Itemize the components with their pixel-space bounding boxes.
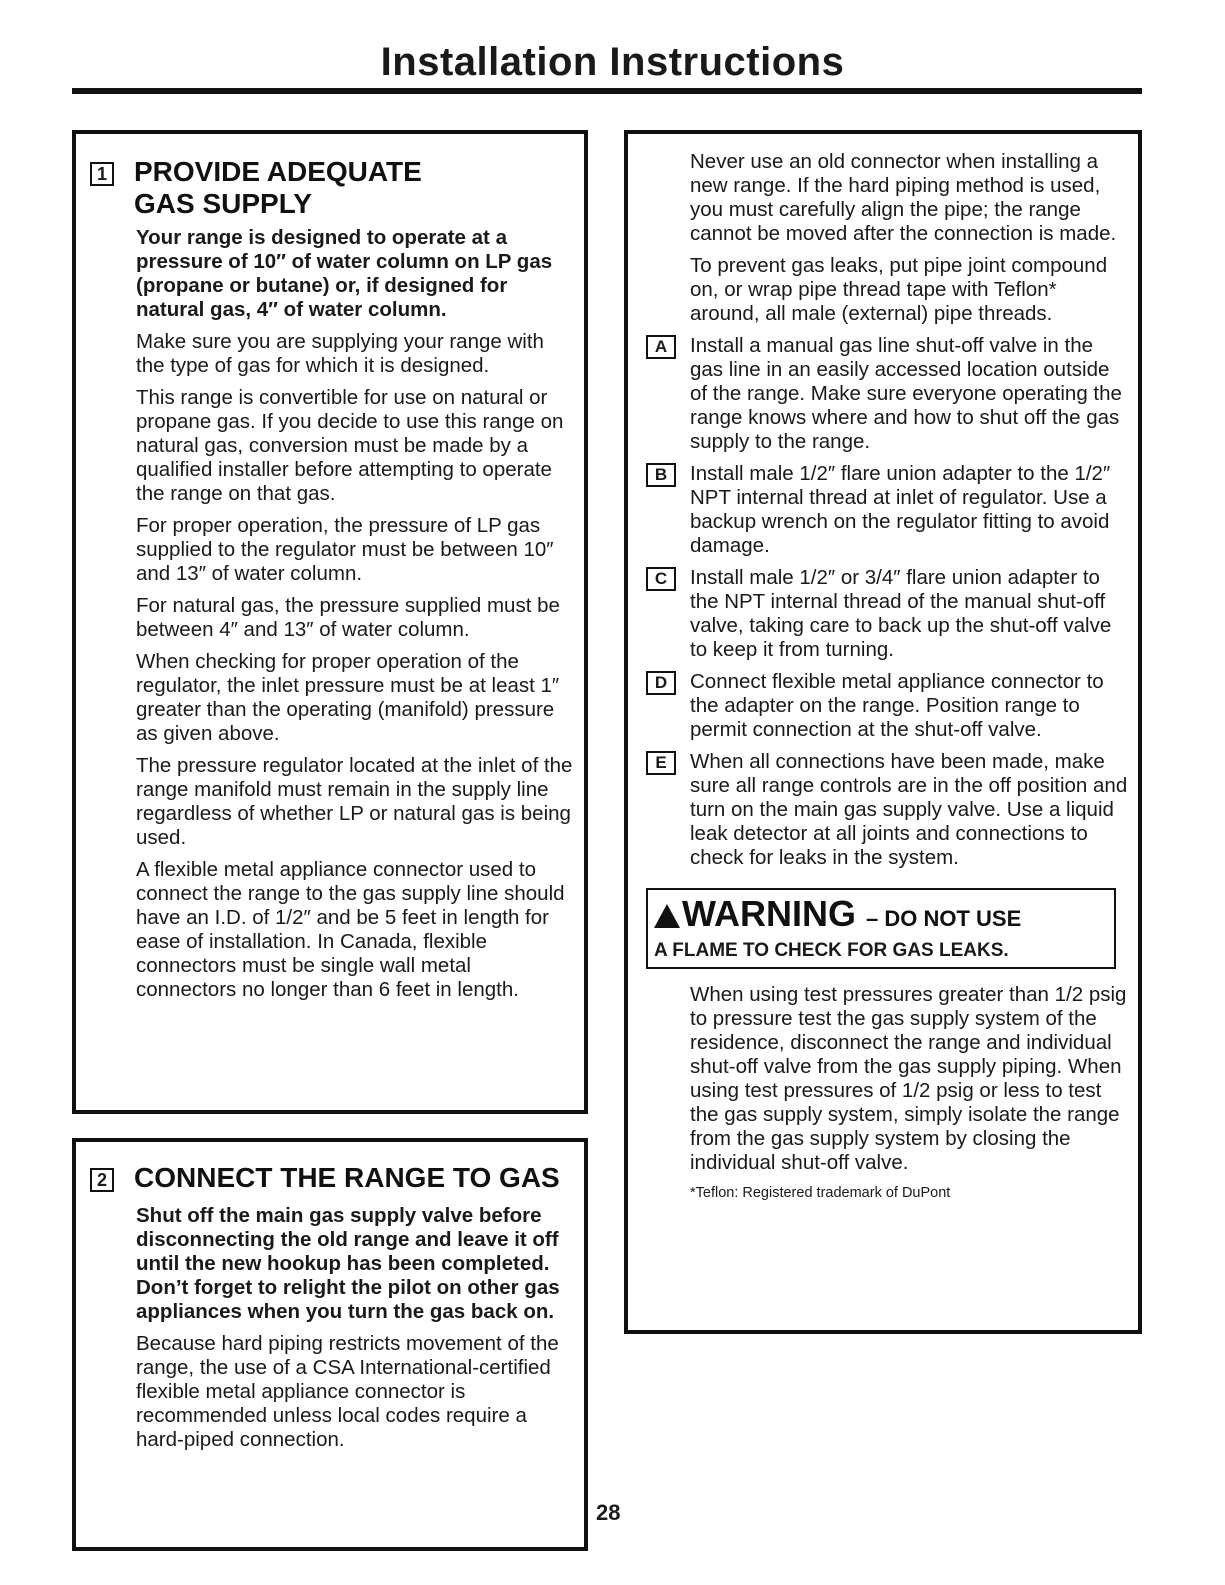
- warning-box: [646, 888, 1116, 969]
- footnote: *Teflon: Registered trademark of DuPont: [690, 1185, 951, 1201]
- section-heading-line2: GAS SUPPLY: [134, 188, 312, 219]
- bold-intro: Shut off the main gas supply valve before disconnecting the old range and leave it off until the new hookup has been completed. Don’t forget to relight the pilot on other gas appliances when you turn the gas back on.: [136, 1204, 560, 1323]
- title-rule: [72, 88, 1142, 94]
- paragraph: For natural gas, the pressure supplied must be between 4″ and 13″ of water column.: [136, 594, 560, 641]
- step-c: [654, 566, 1130, 662]
- connection-steps-panel: [624, 130, 1142, 1334]
- steps-body: [654, 150, 1130, 1203]
- section-connect-range: [72, 1138, 588, 1551]
- section-heading-line1: PROVIDE ADEQUATE: [134, 156, 422, 187]
- paragraph: Make sure you are supplying your range with the type of gas for which it is designed.: [136, 330, 544, 377]
- step-text: Install male 1/2″ or 3/4″ flare union adapter to the NPT internal thread of the manual shut-off valve, taking care to back up the shut-off valve to keep it from turning.: [690, 566, 1112, 661]
- warning-triangle-icon: [654, 904, 680, 928]
- step-e: [655, 750, 1130, 870]
- bold-intro: Your range is designed to operate at a pressure of 10″ of water column on LP gas (propane or butane) or, if designed for natural gas, 4″ of water column.: [136, 226, 553, 321]
- step-b: [654, 462, 1130, 558]
- page-number: 28: [596, 1500, 621, 1525]
- step-text: When all connections have been made, make sure all range controls are in the off position and turn on the main gas supply valve. Use a liquid leak detector at all joints and connections to check for leaks in the system.: [690, 750, 1128, 869]
- step-letter-badge: A: [646, 335, 676, 359]
- section-heading: [134, 156, 422, 220]
- section-number-badge: 2: [90, 1168, 114, 1192]
- warning-tail: – DO NOT USE: [866, 906, 1022, 931]
- paragraph: Never use an old connector when installing a new range. If the hard piping method is used, you must carefully align the pipe; the range cannot be moved after the connection is made.: [690, 150, 1117, 245]
- step-a: [654, 334, 1130, 454]
- section-body: [136, 226, 576, 1010]
- step-d: [654, 670, 1130, 742]
- warning-subtext: A FLAME TO CHECK FOR GAS LEAKS.: [654, 940, 1009, 961]
- section-provide-gas-supply: [72, 130, 588, 1114]
- step-letter-badge: E: [646, 751, 676, 775]
- step-text: Connect flexible metal appliance connector to the adapter on the range. Position range to permit connection at the shut-off valve.: [690, 670, 1104, 741]
- paragraph: When checking for proper operation of the regulator, the inlet pressure must be at least 1″ greater than the operating (manifold) pressure as given above.: [136, 650, 560, 745]
- step-letter-badge: B: [646, 463, 676, 487]
- paragraph: When using test pressures greater than 1/2 psig to pressure test the gas supply system of the residence, disconnect the range and individual shut-off valve from the gas supply piping. When using test pressures of 1/2 psig or less to test the gas supply system, simply isolate the range from the gas supply system by closing the individual shut-off valve.: [690, 983, 1127, 1174]
- section-heading: CONNECT THE RANGE TO GAS: [134, 1162, 560, 1193]
- step-text: Install male 1/2″ flare union adapter to the 1/2″ NPT internal thread at inlet of regulator. Use a backup wrench on the regulator fitting to avoid damage.: [690, 462, 1111, 557]
- paragraph: For proper operation, the pressure of LP gas supplied to the regulator must be between 10″ and 13″ of water column.: [136, 514, 554, 585]
- paragraph: This range is convertible for use on natural or propane gas. If you decide to use this range on natural gas, conversion must be made by a qualified installer before attempting to operate the range on that gas.: [136, 386, 564, 505]
- paragraph: A flexible metal appliance connector used to connect the range to the gas supply line should have an I.D. of 1/2″ and be 5 feet in length for ease of installation. In Canada, flexible connectors must be single wall metal connectors no longer than 6 feet in length.: [136, 858, 565, 1001]
- section-number-badge: 1: [90, 162, 114, 186]
- warning-word: WARNING: [682, 893, 856, 934]
- paragraph: The pressure regulator located at the inlet of the range manifold must remain in the supply line regardless of whether LP or natural gas is being used.: [136, 754, 573, 849]
- paragraph: To prevent gas leaks, put pipe joint compound on, or wrap pipe thread tape with Teflon* around, all male (external) pipe threads.: [690, 254, 1108, 325]
- step-letter-badge: C: [646, 567, 676, 591]
- paragraph: Because hard piping restricts movement of the range, the use of a CSA International-certified flexible metal appliance connector is recommended unless local codes require a hard-piped connection.: [136, 1332, 559, 1451]
- warning-heading: [654, 894, 1108, 939]
- step-letter-badge: D: [646, 671, 676, 695]
- page-title: Installation Instructions: [380, 40, 845, 84]
- section-body: [136, 1204, 576, 1460]
- step-text: Install a manual gas line shut-off valve in the gas line in an easily accessed location outside of the range. Make sure everyone operating the range knows where and how to shut off the gas supply to the range.: [690, 334, 1122, 453]
